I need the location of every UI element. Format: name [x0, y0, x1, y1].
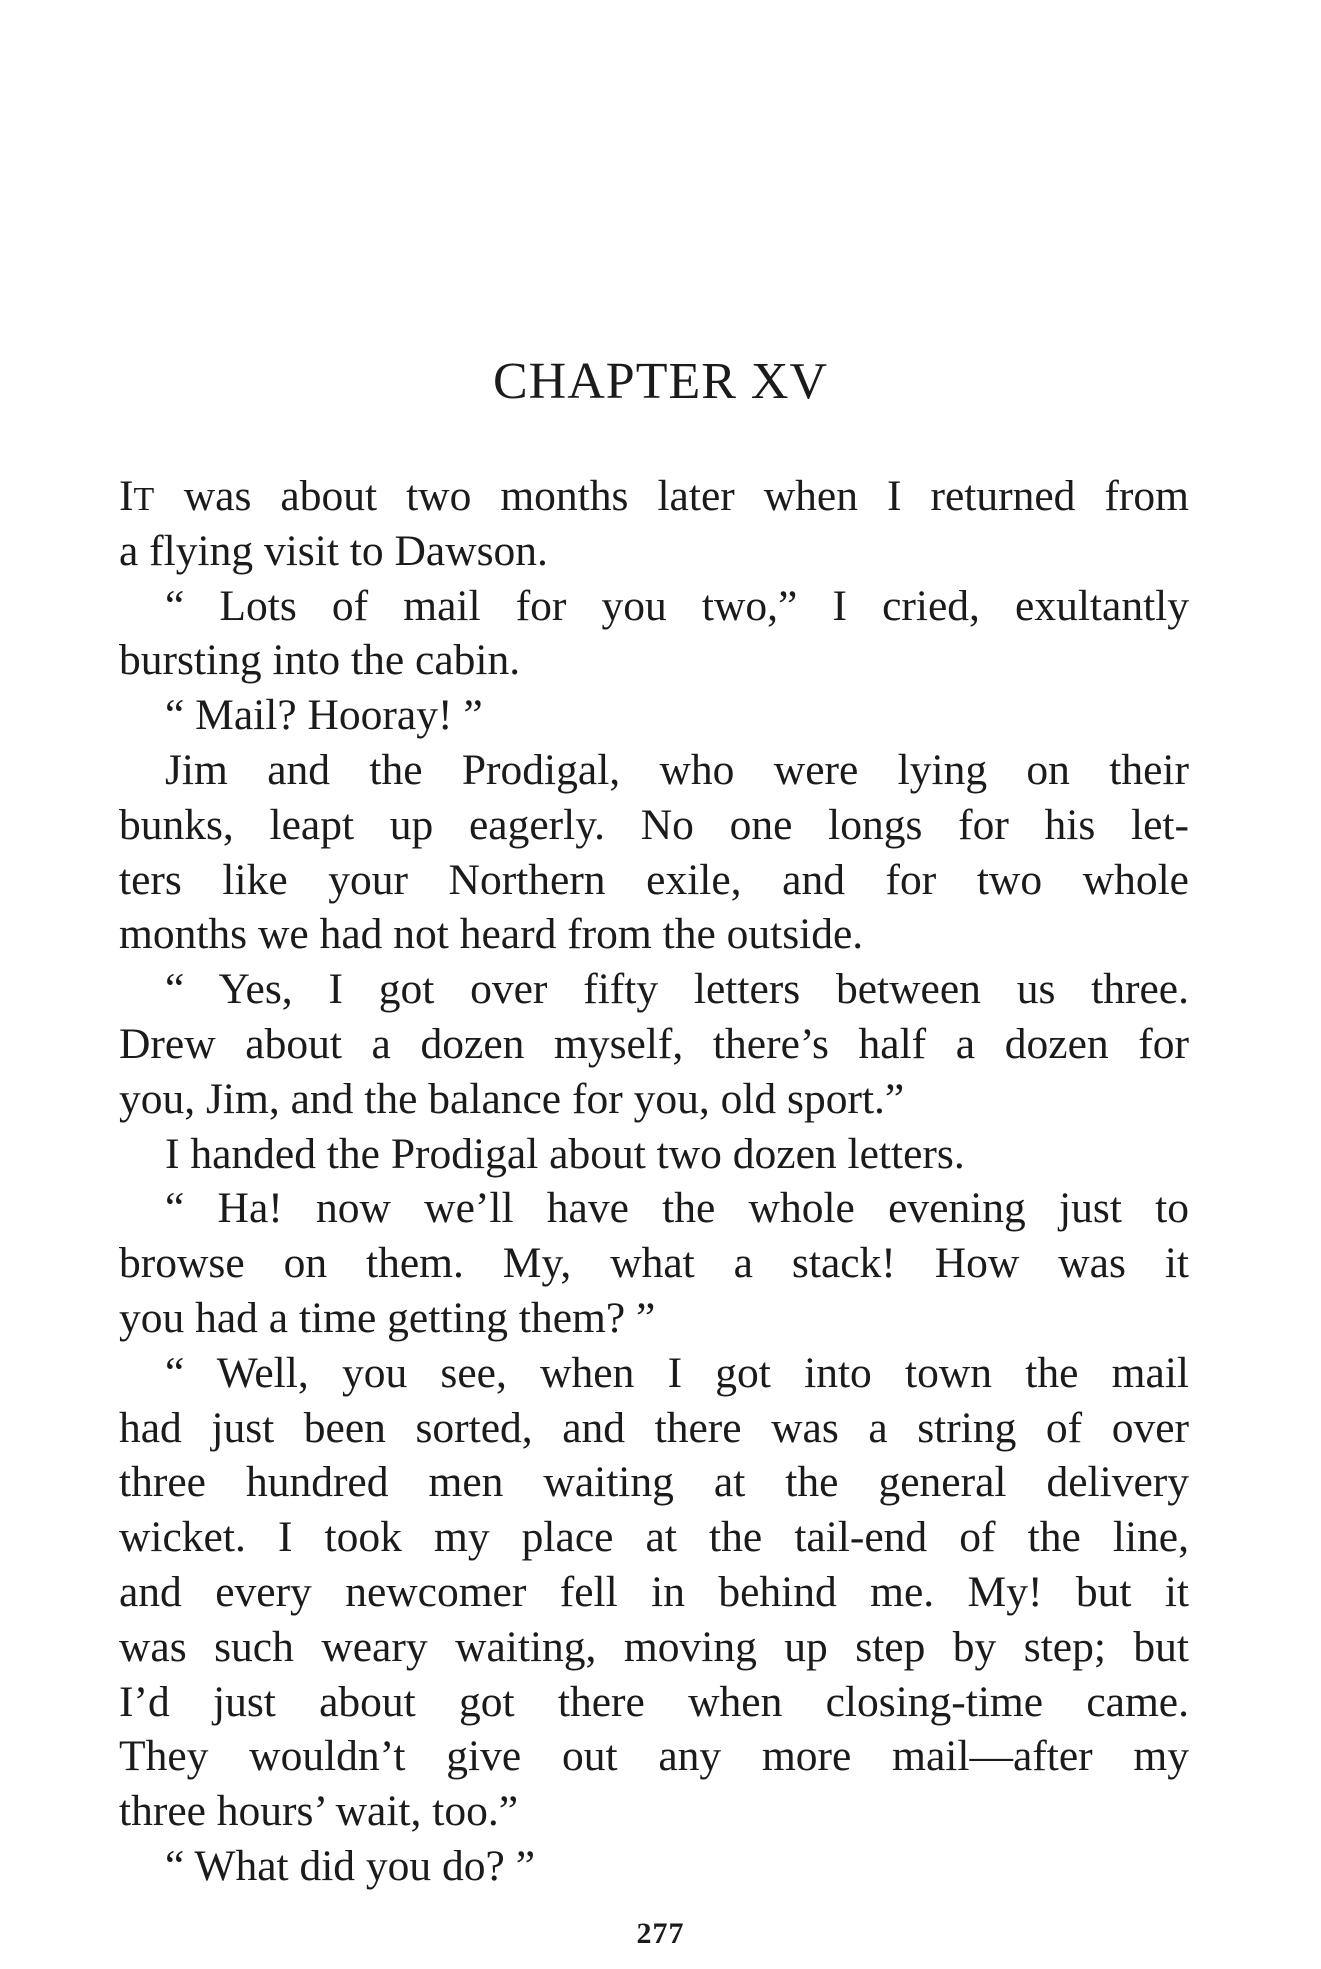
text-line: wicket. I took my place at the tail-end of the line, — [119, 1513, 1189, 1562]
text-line: and every newcomer fell in behind me. My! but it — [119, 1567, 1189, 1616]
text-line: you, Jim, and the balance for you, old sport.” — [119, 1074, 905, 1123]
text-line: bursting into the cabin. — [119, 636, 521, 685]
text-line: “ Mail? Hooray! ” — [165, 691, 483, 740]
text-line — [119, 469, 1189, 524]
text-line: They wouldn’t give out any more mail—after my — [119, 1732, 1189, 1781]
text-line: ters like your Northern exile, and for two whole — [119, 855, 1189, 904]
text-line: months we had not heard from the outside. — [119, 910, 864, 959]
text-line: I handed the Prodigal about two dozen letters. — [165, 1129, 965, 1178]
text-line: Jim and the Prodigal, who were lying on their — [165, 745, 1189, 794]
small-caps: T — [133, 481, 155, 518]
text-line: a flying visit to Dawson. — [119, 526, 548, 575]
text-line: Drew about a dozen myself, there’s half a dozen for — [119, 1019, 1189, 1068]
text-line: “ Yes, I got over fifty letters between us three. — [165, 965, 1189, 1014]
page-number: 277 — [636, 1917, 685, 1950]
text-line: “ Well, you see, when I got into town the mail — [165, 1348, 1189, 1397]
text-line: “ What did you do? ” — [165, 1841, 536, 1890]
text-line: was such weary waiting, moving up step by step; but — [119, 1622, 1189, 1671]
body-text — [119, 469, 1189, 1894]
chapter-title: CHAPTER XV — [492, 353, 829, 410]
text-line: you had a time getting them? ” — [119, 1293, 656, 1342]
text-line: three hours’ wait, too.” — [119, 1787, 519, 1836]
text-line: I’d just about got there when closing-time came. — [119, 1677, 1189, 1726]
text-line: “ Ha! now we’ll have the whole evening just to — [165, 1184, 1189, 1233]
text-line: had just been sorted, and there was a string of over — [119, 1403, 1189, 1452]
text-line: browse on them. My, what a stack! How was it — [119, 1239, 1189, 1288]
text-line: three hundred men waiting at the general delivery — [119, 1458, 1189, 1507]
dropcap: I — [119, 472, 134, 520]
line-text: was about two months later when I returned from — [154, 472, 1189, 520]
text-line: bunks, leapt up eagerly. No one longs for his let- — [119, 800, 1189, 849]
text-line: “ Lots of mail for you two,” I cried, exultantly — [165, 581, 1189, 630]
